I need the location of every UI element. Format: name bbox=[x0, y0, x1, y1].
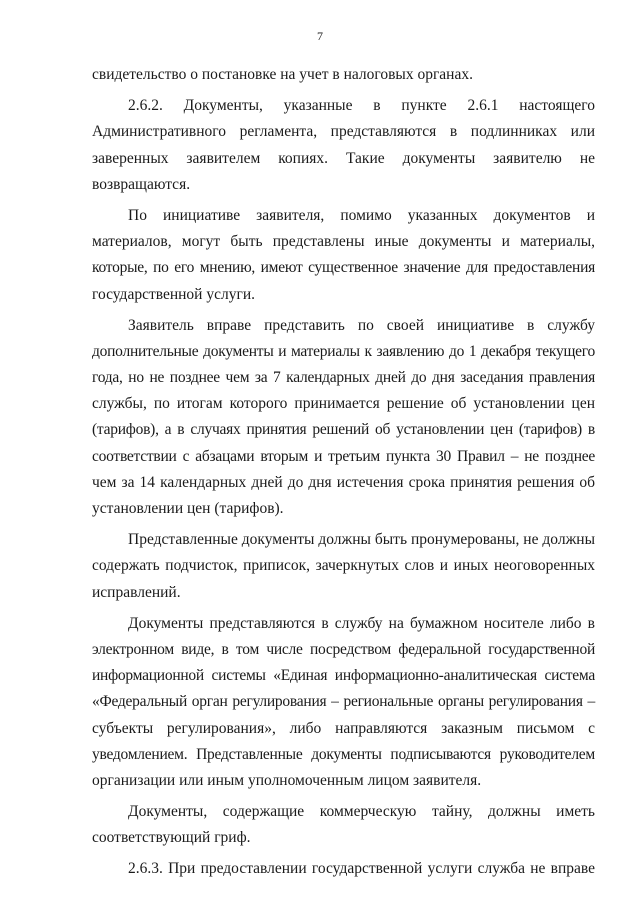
text-line: (тарифов), а в случаях принятия решений об установлении цен (тарифов) в bbox=[92, 421, 595, 439]
paragraph-2-6-2 bbox=[92, 93, 595, 198]
text-line: государственной услуги. bbox=[92, 285, 255, 303]
text-line: субъекты регулирования», либо направляются заказным письмом с bbox=[92, 719, 595, 737]
text-line: возвращаются. bbox=[92, 175, 191, 193]
text-line: уведомлением. Представленные документы подписываются руководителем bbox=[92, 745, 595, 763]
text-line: Документы, содержащие коммерческую тайну, должны иметь bbox=[128, 803, 595, 821]
text-line: службы, по итогам которого принимается решение об установлении цен bbox=[92, 395, 595, 413]
text-line: соответствии с абзацами вторым и третьим пункта 30 Правил – не позднее bbox=[92, 447, 595, 465]
paragraph-continuation bbox=[92, 62, 595, 88]
text-line: информационной системы «Единая информационно-аналитическая система bbox=[92, 667, 595, 685]
text-line: Административного регламента, представляются в подлинниках или bbox=[92, 123, 595, 141]
page-number: 7 bbox=[317, 29, 323, 43]
text-line: Заявитель вправе представить по своей инициативе в службу bbox=[128, 316, 595, 334]
text-line: чем за 14 календарных дней до дня истечения срока принятия решения об bbox=[92, 473, 595, 491]
text-line: «Федеральный орган регулирования – региональные органы регулирования – bbox=[92, 693, 595, 711]
text-line: 2.6.3. При предоставлении государственной услуги служба не вправе bbox=[128, 860, 595, 878]
text-line: электронном виде, в том числе посредством федеральной государственной bbox=[92, 640, 595, 658]
text-line: установлении цен (тарифов). bbox=[92, 500, 284, 517]
text-line: 2.6.2. Документы, указанные в пункте 2.6.1 настоящего bbox=[128, 97, 595, 115]
text-line: организации или иным уполномоченным лицом заявителя. bbox=[92, 771, 482, 789]
text-line: исправлений. bbox=[92, 583, 181, 601]
paragraph-commercial-secret bbox=[92, 799, 595, 851]
paragraph-submission bbox=[92, 611, 595, 794]
document-body bbox=[92, 62, 595, 883]
text-line: По инициативе заявителя, помимо указанных документов и bbox=[128, 206, 595, 224]
text-line: свидетельство о постановке на учет в налоговых органах. bbox=[92, 66, 473, 83]
text-line: которые, по его мнению, имеют существенное значение для предоставления bbox=[92, 259, 595, 277]
text-line: Представленные документы должны быть пронумерованы, не должны bbox=[128, 531, 595, 549]
text-line: дополнительные документы и материалы к заявлению до 1 декабря текущего bbox=[92, 342, 595, 360]
paragraph-2-6-3 bbox=[92, 856, 595, 882]
text-line: содержать подчисток, приписок, зачеркнутых слов и иных неоговоренных bbox=[92, 557, 595, 575]
paragraph-applicant-rights bbox=[92, 313, 595, 523]
text-line: заверенных заявителем копиях. Такие документы заявителю не bbox=[92, 149, 595, 167]
text-line: года, но не позднее чем за 7 календарных дней до дня заседания правления bbox=[92, 369, 595, 387]
text-line: соответствующий гриф. bbox=[92, 829, 251, 847]
text-line: материалов, могут быть представлены иные документы и материалы, bbox=[92, 233, 595, 251]
paragraph-numbering bbox=[92, 527, 595, 606]
text-line: Документы представляются в службу на бумажном носителе либо в bbox=[128, 614, 595, 632]
paragraph-initiative bbox=[92, 203, 595, 308]
